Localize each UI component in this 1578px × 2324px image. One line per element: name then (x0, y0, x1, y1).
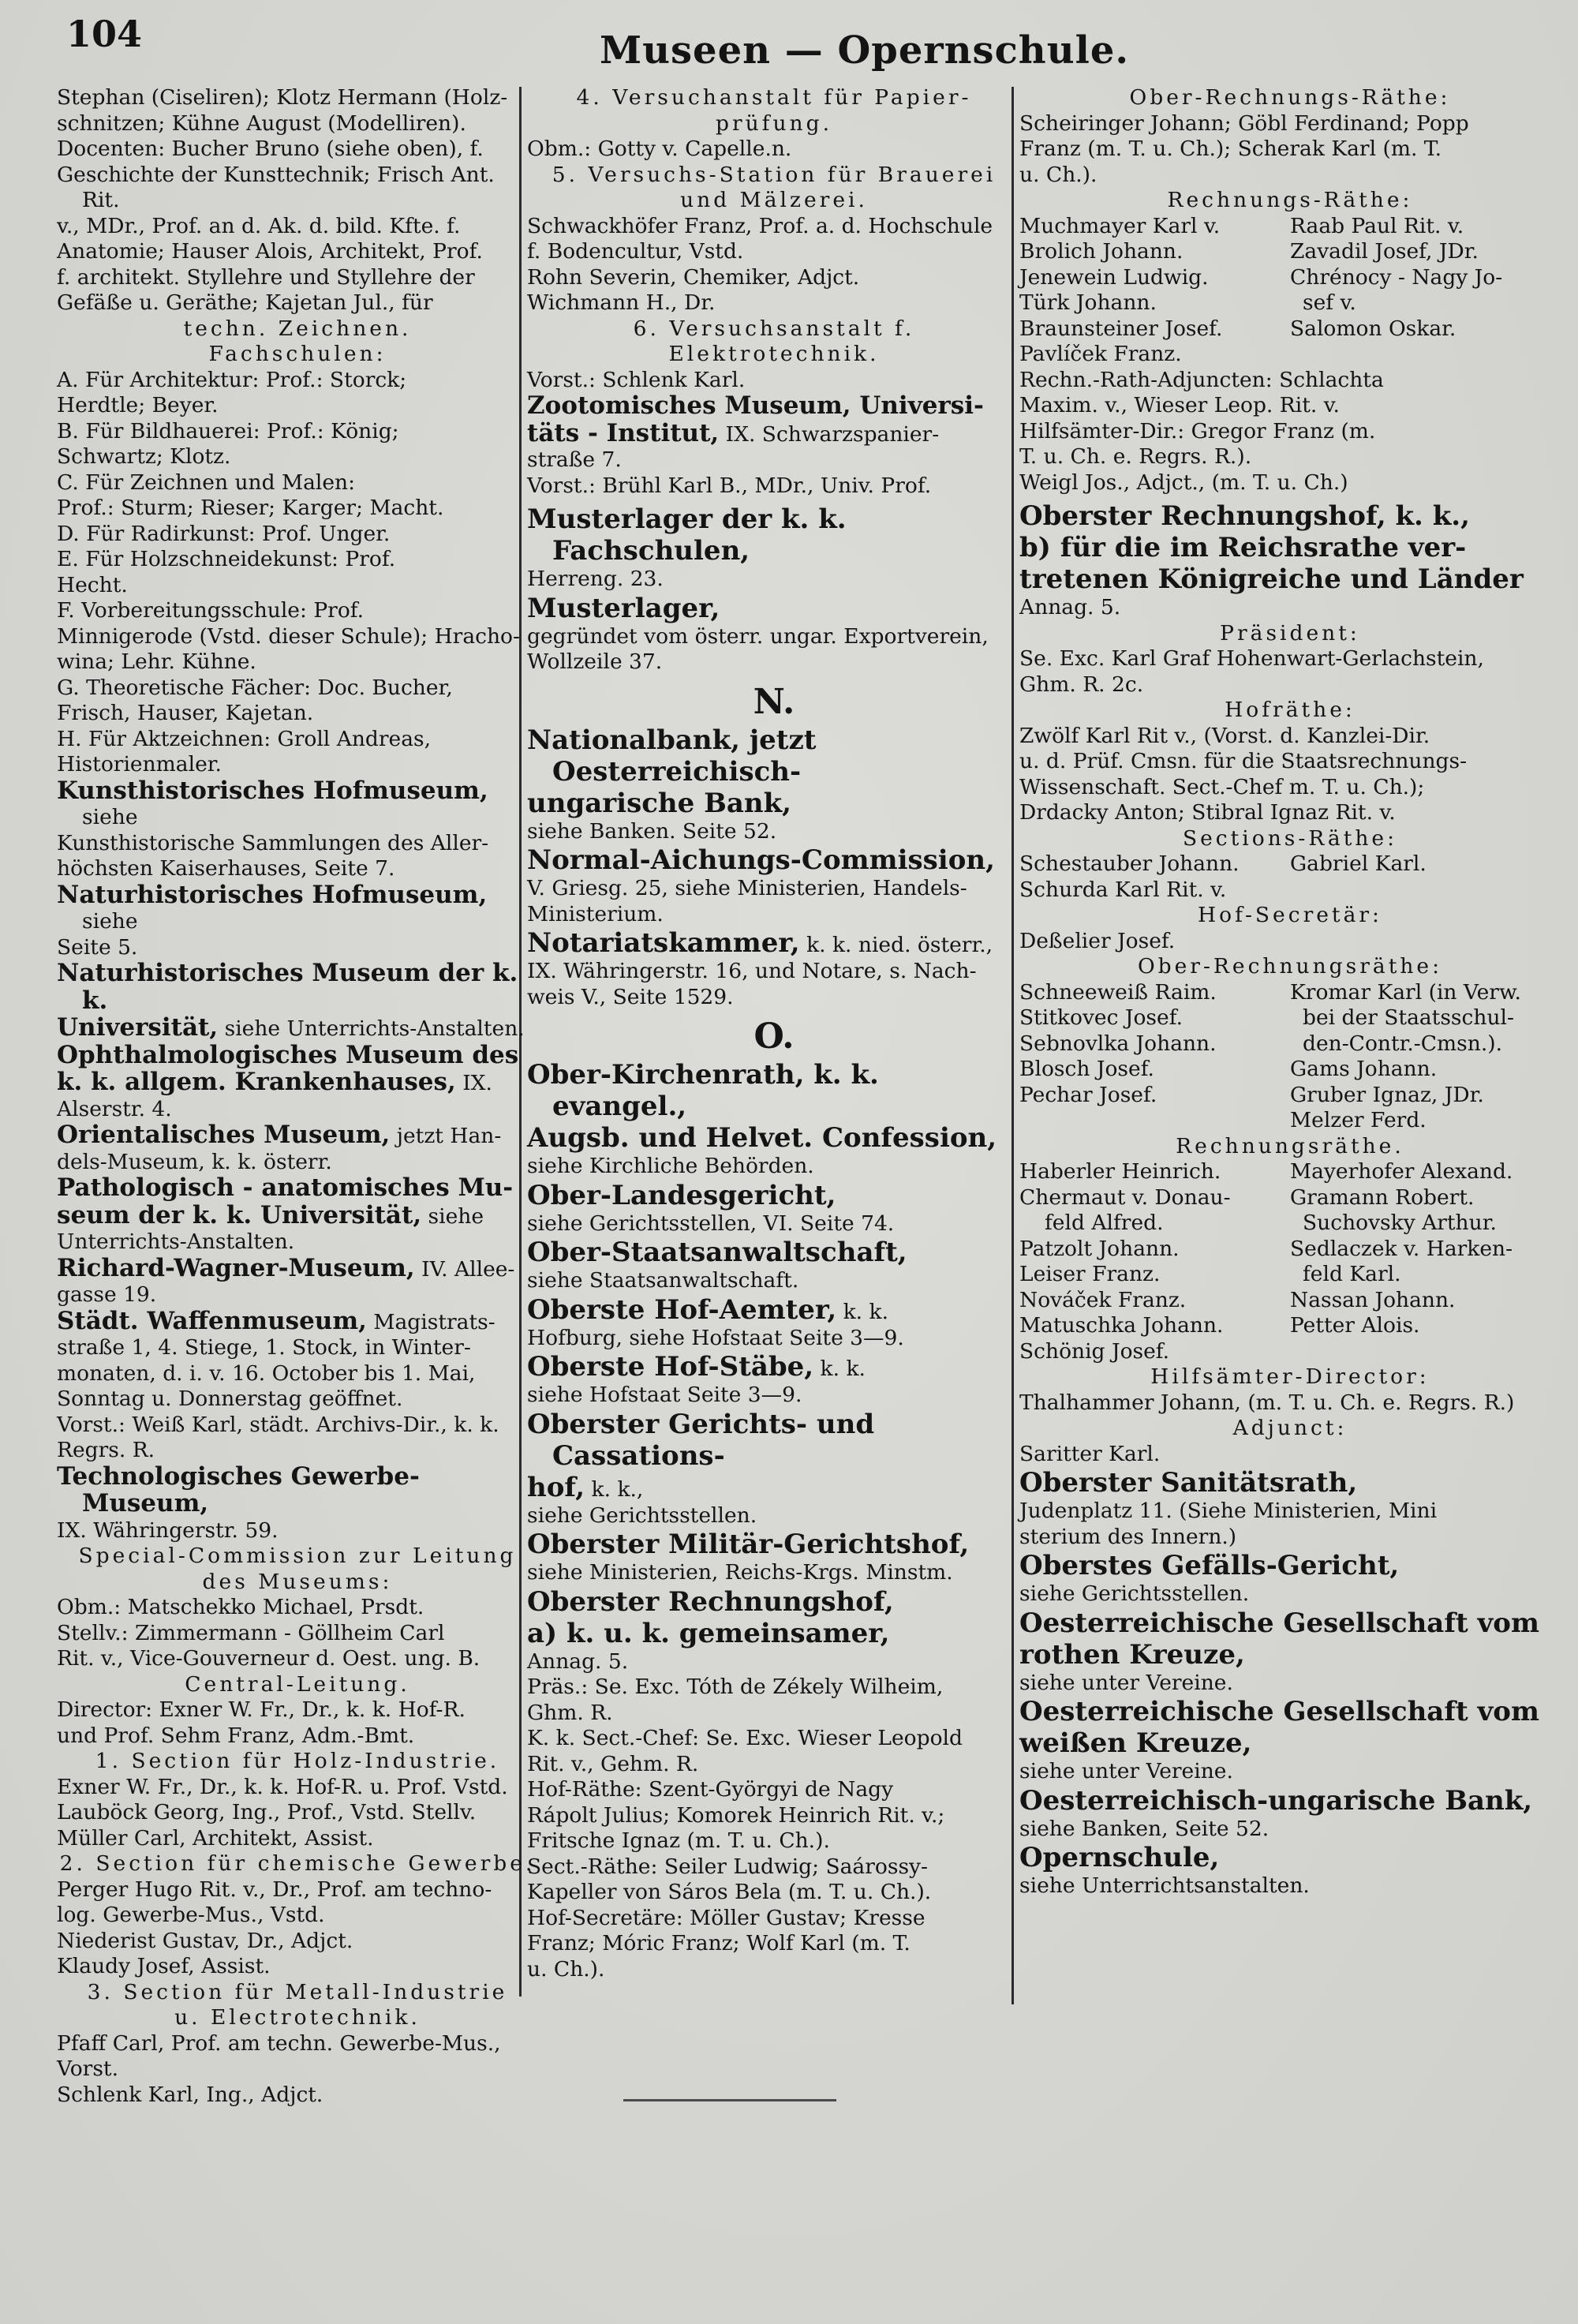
text-line: Exner W. Fr., Dr., k. k. Hof-R. u. Prof. Vstd. (57, 1774, 508, 1799)
text-line: Franz; Móric Franz; Wolf Karl (m. T. (527, 1931, 911, 1955)
entry-heading: Städt. Waffenmuseum, Magistrats- (57, 1306, 495, 1335)
section-title: Rechnungsräthe. (1176, 1133, 1404, 1158)
text-line: Kapeller von Sáros Bela (m. T. u. Ch.). (527, 1880, 932, 1904)
text-line: Niederist Gustav, Dr., Adjct. (57, 1928, 353, 1953)
text-line: Special-Commission zur Leitung (78, 1544, 517, 1568)
entry-heading: Oesterreichische Gesellschaft vom (1019, 1607, 1539, 1639)
text-line: Wissenschaft. Sect.-Chef m. T. u. Ch.); (1019, 774, 1425, 799)
entry-heading: weißen Kreuze, (1019, 1727, 1252, 1759)
section-title: u. Electrotechnik. (174, 2005, 421, 2030)
text-line: Obm.: Matschekko Michael, Prsdt. (57, 1595, 424, 1619)
text-line: siehe Ministerien, Reichs-Krgs. Minstm. (527, 1560, 953, 1585)
entry-heading: Oesterreichisch-ungarische Bank, (1019, 1784, 1533, 1817)
entry-heading: Ophthalmologisches Museum des (57, 1040, 519, 1069)
text-line: Schlenk Karl, Ing., Adjct. (57, 2082, 323, 2107)
name-row: Jenewein Ludwig. Chrénocy - Nagy Jo- (1019, 264, 1503, 290)
text-line: u. Ch.). (527, 1956, 605, 1982)
section-title: Ober-Rechnungsräthe: (1137, 954, 1443, 979)
section-title: Ober-Rechnungs-Räthe: (1129, 85, 1451, 110)
text-line: Ministerium. (527, 901, 664, 926)
entry-heading: Zootomisches Museum, Universi- (527, 391, 984, 420)
text-line: sterium des Innern.) (1019, 1524, 1237, 1549)
section-title: Sections-Räthe: (1182, 825, 1398, 851)
text-line: Lauböck Georg, Ing., Prof., Vstd. Stellv. (57, 1800, 477, 1824)
entry-heading: hof, k. k., (527, 1471, 644, 1503)
text-line: weis V., Seite 1529. (527, 984, 734, 1009)
text-line: Franz (m. T. u. Ch.); Scherak Karl (m. T. (1019, 137, 1442, 161)
text-line: Thalhammer Johann, (m. T. u. Ch. e. Regrs. R.) (1019, 1390, 1515, 1415)
column-right (1019, 85, 1561, 1899)
name-row: Leiser Franz. feld Karl. (1019, 1262, 1401, 1286)
text-line: Schwackhöfer Franz, Prof. a. d. Hochschule (527, 213, 993, 238)
text-line: techn. Zeichnen. (183, 316, 412, 341)
entry-heading: Technologisches Gewerbe-Museum, (57, 1461, 420, 1518)
entry-heading: Oberster Rechnungshof, k. k., (1019, 500, 1470, 532)
section-title: Fachschulen: (208, 342, 387, 366)
text-line: Alserstr. 4. (57, 1096, 172, 1121)
text-line: Annag. 5. (527, 1649, 629, 1674)
text-line: siehe Gerichtsstellen. (527, 1503, 757, 1528)
text-line: straße 1, 4. Stiege, 1. Stock, in Winter- (57, 1335, 471, 1360)
text-line: täts - Institut, IX. Schwarzspanier- (527, 418, 940, 447)
entry-heading: ungarische Bank, (527, 787, 791, 819)
entry-heading: Ober-Staatsanwaltschaft, (527, 1237, 907, 1268)
entry-heading: a) k. u. k. gemeinsamer, (527, 1617, 890, 1649)
entry-heading: Oberster Militär-Gerichtshof, (527, 1529, 970, 1560)
text-line: Kunsthistorische Sammlungen des Aller- (57, 830, 489, 855)
text-line: Stephan (Ciseliren); Klotz Hermann (Holz- (57, 85, 508, 110)
text-line: Universität, siehe Unterrichts-Anstalten. (57, 1013, 525, 1042)
entry-heading: Ober-Kirchenrath, k. k. evangel., (527, 1059, 879, 1122)
text-line: A. Für Architektur: Prof.: Storck; (57, 367, 407, 392)
name-row: Braunsteiner Josef. Salomon Oskar. (1019, 316, 1456, 341)
text-line: höchsten Kaiserhauses, Seite 7. (57, 856, 395, 881)
entry-heading: Musterlager der k. k. Fachschulen, (527, 503, 847, 567)
text-line: wina; Lehr. Kühne. (57, 649, 256, 674)
text-line: siehe Gerichtsstellen. (1019, 1581, 1250, 1606)
section-title: 2. Section für chemische Gewerbe. (59, 1851, 536, 1876)
name-row: Stitkovec Josef. bei der Staatsschul- (1019, 1005, 1514, 1030)
entry-heading: Oberster Sanitätsrath, (1019, 1467, 1358, 1499)
name-row: Nováček Franz. Nassan Johann. (1019, 1287, 1456, 1312)
text-line: Scheiringer Johann; Göbl Ferdinand; Popp (1019, 110, 1469, 136)
name-row: Patzolt Johann. Sedlaczek v. Harken- (1019, 1236, 1513, 1261)
text-line: Vorst.: Schlenk Karl. (527, 367, 746, 392)
text-line: Hecht. (57, 572, 128, 597)
text-line: gegründet vom österr. ungar. Exportverein, (527, 623, 989, 649)
text-line: Regrs. R. (57, 1438, 155, 1462)
text-line: F. Vorbereitungsschule: Prof. (57, 598, 365, 623)
text-line: dels-Museum, k. k. österr. (57, 1149, 332, 1174)
text-line: Präs.: Se. Exc. Tóth de Zékely Wilheim, (527, 1675, 944, 1699)
entry-heading: Naturhistorisches Museum der k. k. (57, 959, 518, 1015)
section-title: Hofräthe: (1225, 698, 1356, 722)
text-line: E. Für Holzschneidekunst: Prof. (57, 547, 396, 571)
entry-heading: Kunsthistorisches Hofmuseum, siehe (57, 776, 488, 829)
text-line: Weigl Jos., Adjct., (m. T. u. Ch.) (1019, 470, 1348, 495)
text-line: Judenplatz 11. (Siehe Ministerien, Mini (1019, 1499, 1438, 1523)
text-line: k. k. allgem. Krankenhauses, IX. (57, 1068, 492, 1096)
text-line: Minnigerode (Vstd. dieser Schule); Hracho- (57, 623, 520, 649)
text-line: seum der k. k. Universität, siehe (57, 1200, 484, 1229)
entry-heading: rothen Kreuze, (1019, 1638, 1245, 1671)
text-line: Wichmann H., Dr. (527, 290, 716, 315)
section-title: Hof-Secretär: (1198, 903, 1382, 927)
text-line: Frisch, Hauser, Kajetan. (57, 701, 314, 725)
text-line: Ghm. R. (527, 1700, 613, 1725)
text-line: IX. Währingerstr. 59. (57, 1518, 279, 1543)
text-line: T. u. Ch. e. Regrs. R.). (1019, 444, 1252, 469)
entry-heading: Richard-Wagner-Museum, IV. Allee- (57, 1253, 515, 1282)
section-title: 1. Section für Holz-Industrie. (95, 1749, 500, 1773)
text-line: siehe Hofstaat Seite 3—9. (527, 1383, 802, 1407)
section-letter: N. (753, 681, 795, 722)
name-row: Schestauber Johann. Gabriel Karl. (1019, 851, 1427, 876)
name-row: Schönig Josef. (1019, 1338, 1170, 1364)
section-title: 4. Versuchanstalt für Papier- (576, 85, 972, 110)
text-line: Müller Carl, Architekt, Assist. (57, 1825, 374, 1851)
text-line: H. Für Aktzeichnen: Groll Andreas, (57, 726, 432, 751)
text-line: monaten, d. i. v. 16. October bis 1. Mai, (57, 1360, 476, 1386)
name-row: Schurda Karl Rit. v. (1019, 877, 1227, 902)
text-line: Rit. v., Vice-Gouverneur d. Oest. ung. B. (57, 1646, 481, 1671)
text-line: Hof-Secretäre: Möller Gustav; Kresse (527, 1905, 925, 1930)
section-title: Central-Leitung. (185, 1671, 410, 1697)
text-line: Sonntag u. Donnerstag geöffnet. (57, 1387, 403, 1411)
text-line: v., MDr., Prof. an d. Ak. d. bild. Kfte. f. (57, 213, 461, 238)
text-line: Director: Exner W. Fr., Dr., k. k. Hof-R. (57, 1697, 466, 1722)
text-line: C. Für Zeichnen und Malen: (57, 470, 356, 495)
section-title: 6. Versuchsanstalt f. Elektrotechnik. (633, 316, 915, 366)
text-line: Herdtle; Beyer. (57, 393, 219, 417)
name-row: feld Alfred. Suchovsky Arthur. (1045, 1211, 1497, 1235)
text-line: straße 7. (527, 447, 622, 472)
text-line: Klaudy Josef, Assist. (57, 1954, 271, 1978)
entry-heading: Oberster Rechnungshof, (527, 1585, 894, 1618)
name-row: Melzer Ferd. (1290, 1108, 1427, 1132)
text-line: f. architekt. Styllehre und Styllehre der (57, 264, 475, 290)
text-line: Drdacky Anton; Stibral Ignaz Rit. v. (1019, 800, 1396, 825)
text-line: Annag. 5. (1019, 595, 1121, 619)
entry-heading: Normal-Aichungs-Commission, (527, 844, 995, 876)
entry-heading: Opernschule, (1019, 1842, 1220, 1873)
text-line: K. k. Sect.-Chef: Se. Exc. Wieser Leopold (527, 1726, 963, 1750)
text-line: Vorst. (57, 2056, 118, 2081)
name-row: Pechar Josef. Gruber Ignaz, JDr. (1019, 1082, 1484, 1107)
text-line: IX. Währingerstr. 16, und Notare, s. Nach- (527, 959, 977, 983)
text-line: Saritter Karl. (1019, 1441, 1161, 1466)
text-line: Herreng. 23. (527, 567, 664, 591)
text-line: Rápolt Julius; Komorek Heinrich Rit. v.; (527, 1802, 945, 1828)
entry-heading: Notariatskammer, k. k. nied. österr., (527, 927, 993, 959)
text-line: Rechn.-Rath-Adjuncten: Schlachta (1019, 367, 1384, 392)
entry-heading: Orientalisches Museum, jetzt Han- (57, 1121, 502, 1149)
text-line: Obm.: Gotty v. Capelle.n. (527, 137, 792, 161)
text-line: Deßelier Josef. (1019, 928, 1176, 953)
text-line: siehe Banken, Seite 52. (1019, 1816, 1270, 1841)
entry-heading: Pathologisch - anatomisches Mu- (57, 1173, 514, 1202)
text-line: u. d. Prüf. Cmsn. für die Staatsrechnungs- (1019, 749, 1468, 773)
text-line: siehe Gerichtsstellen, VI. Seite 74. (527, 1211, 895, 1236)
text-line: Vorst.: Brühl Karl B., MDr., Univ. Prof. (527, 473, 932, 498)
text-line: Hof-Räthe: Szent-Györgyi de Nagy (527, 1777, 894, 1802)
text-line: Historienmaler. (57, 752, 222, 777)
text-line: siehe Kirchliche Behörden. (527, 1154, 814, 1178)
text-line: Gefäße u. Geräthe; Kajetan Jul., für (57, 290, 433, 315)
entry-heading: Musterlager, (527, 592, 720, 624)
entry-heading: Oberste Hof-Stäbe, k. k. (527, 1351, 866, 1383)
text-line: log. Gewerbe-Mus., Vstd. (57, 1903, 325, 1927)
text-line: f. Bodencultur, Vstd. (527, 239, 744, 264)
name-row: Matuschka Johann. Petter Alois. (1019, 1313, 1420, 1338)
text-line: Seite 5. (57, 934, 138, 960)
name-row: Brolich Johann. Zavadil Josef, JDr. (1019, 239, 1479, 264)
section-title: prüfung. (715, 110, 833, 136)
text-line: Unterrichts-Anstalten. (57, 1229, 295, 1254)
text-line: siehe Unterrichtsanstalten. (1019, 1873, 1310, 1898)
text-line: schnitzen; Kühne August (Modelliren). (57, 110, 466, 136)
text-line: Fritsche Ignaz (m. T. u. Ch.). (527, 1828, 830, 1853)
text-line: Schwartz; Klotz. (57, 444, 231, 469)
text-line: Sect.-Räthe: Seiler Ludwig; Saárossy- (527, 1854, 928, 1879)
entry-heading: Oesterreichische Gesellschaft vom (1019, 1696, 1539, 1727)
entry-heading: b) für die im Reichsrathe ver- (1019, 532, 1467, 563)
text-line: Wollzeile 37. (527, 649, 663, 674)
page-heading: Museen — Opernschule. (600, 28, 1130, 73)
text-line: gasse 19. (57, 1282, 157, 1307)
entry-heading: Augsb. und Helvet. Confession, (527, 1122, 997, 1154)
section-title: 3. Section für Metall-Industrie (87, 1979, 508, 2004)
entry-heading: tretenen Königreiche und Länder (1019, 563, 1524, 595)
page-number: 104 (66, 13, 143, 55)
name-row: Sebnovlka Johann. den-Contr.-Cmsn.). (1019, 1031, 1503, 1056)
entry-heading: Oberste Hof-Aemter, k. k. (527, 1293, 888, 1326)
entry-heading: Oberstes Gefälls-Gericht, (1019, 1550, 1400, 1581)
footer-rule (623, 2099, 836, 2101)
section-title: Hilfsämter-Director: (1150, 1364, 1430, 1389)
entry-heading: Oberster Gerichts- und Cassations- (527, 1408, 875, 1472)
text-line: D. Für Radirkunst: Prof. Unger. (57, 521, 391, 546)
name-row: Blosch Josef. Gams Johann. (1019, 1057, 1438, 1081)
text-line: Rit. v., Gehm. R. (527, 1751, 699, 1776)
text-line: Docenten: Bucher Bruno (siehe oben), f. (57, 137, 484, 161)
name-row: Türk Johann. sef v. (1019, 290, 1356, 315)
text-line: u. Ch.). (1019, 162, 1097, 187)
section-title: 5. Versuchs-Station für Brauerei (552, 162, 997, 187)
entry-heading: Nationalbank, jetzt Oesterreichisch- (527, 724, 817, 788)
column-middle (527, 85, 1021, 1982)
text-line: und Prof. Sehm Franz, Adm.-Bmt. (57, 1723, 415, 1748)
name-row: Haberler Heinrich. Mayerhofer Alexand. (1019, 1159, 1513, 1184)
text-line: Pfaff Carl, Prof. am techn. Gewerbe-Mus., (57, 2030, 501, 2056)
text-line: Geschichte der Kunsttechnik; Frisch Ant. Rit. (57, 162, 495, 212)
text-line: siehe unter Vereine. (1019, 1670, 1233, 1695)
text-line: G. Theoretische Fächer: Doc. Bucher, (57, 675, 453, 700)
name-row: Schneeweiß Raim. Kromar Karl (in Verw. (1019, 979, 1521, 1005)
column-left (57, 85, 538, 2108)
section-title: Rechnungs-Räthe: (1167, 188, 1413, 212)
text-line: siehe unter Vereine. (1019, 1759, 1233, 1783)
text-line: Perger Hugo Rit. v., Dr., Prof. am techno- (57, 1877, 492, 1902)
text-line: Ghm. R. 2c. (1019, 672, 1144, 697)
text-line: des Museums: (202, 1569, 393, 1594)
text-line: V. Griesg. 25, siehe Ministerien, Handels- (527, 876, 967, 900)
text-line: Hofburg, siehe Hofstaat Seite 3—9. (527, 1325, 904, 1350)
text-line: Se. Exc. Karl Graf Hohenwart-Gerlachstein, (1019, 646, 1484, 671)
text-line: Rohn Severin, Chemiker, Adjct. (527, 264, 860, 290)
text-line: Maxim. v., Wieser Leop. Rit. v. (1019, 393, 1340, 417)
name-row: Muchmayer Karl v. Raab Paul Rit. v. (1019, 213, 1464, 238)
text-line: Anatomie; Hauser Alois, Architekt, Prof. (57, 239, 483, 264)
name-row: Chermaut v. Donau- Gramann Robert. (1019, 1184, 1475, 1210)
text-line: Vorst.: Weiß Karl, städt. Archivs-Dir., k. k. (57, 1412, 499, 1437)
text-line: Zwölf Karl Rit v., (Vorst. d. Kanzlei-Dir. (1019, 723, 1430, 748)
entry-heading: Naturhistorisches Hofmuseum, siehe (57, 880, 488, 934)
section-title: und Mälzerei. (680, 188, 868, 212)
section-letter: O. (753, 1016, 795, 1057)
text-line: siehe Banken. Seite 52. (527, 818, 777, 844)
entry-heading: Ober-Landesgericht, (527, 1179, 836, 1211)
text-line: Stellv.: Zimmermann - Göllheim Carl (57, 1620, 445, 1645)
section-title: Adjunct: (1232, 1416, 1348, 1440)
text-line: B. Für Bildhauerei: Prof.: König; (57, 418, 399, 443)
text-line: Prof.: Sturm; Rieser; Karger; Macht. (57, 496, 444, 520)
name-row: Pavlíček Franz. (1019, 342, 1182, 366)
section-title: Präsident: (1220, 620, 1360, 646)
text-line: siehe Staatsanwaltschaft. (527, 1268, 799, 1293)
text-line: Hilfsämter-Dir.: Gregor Franz (m. (1019, 418, 1376, 443)
